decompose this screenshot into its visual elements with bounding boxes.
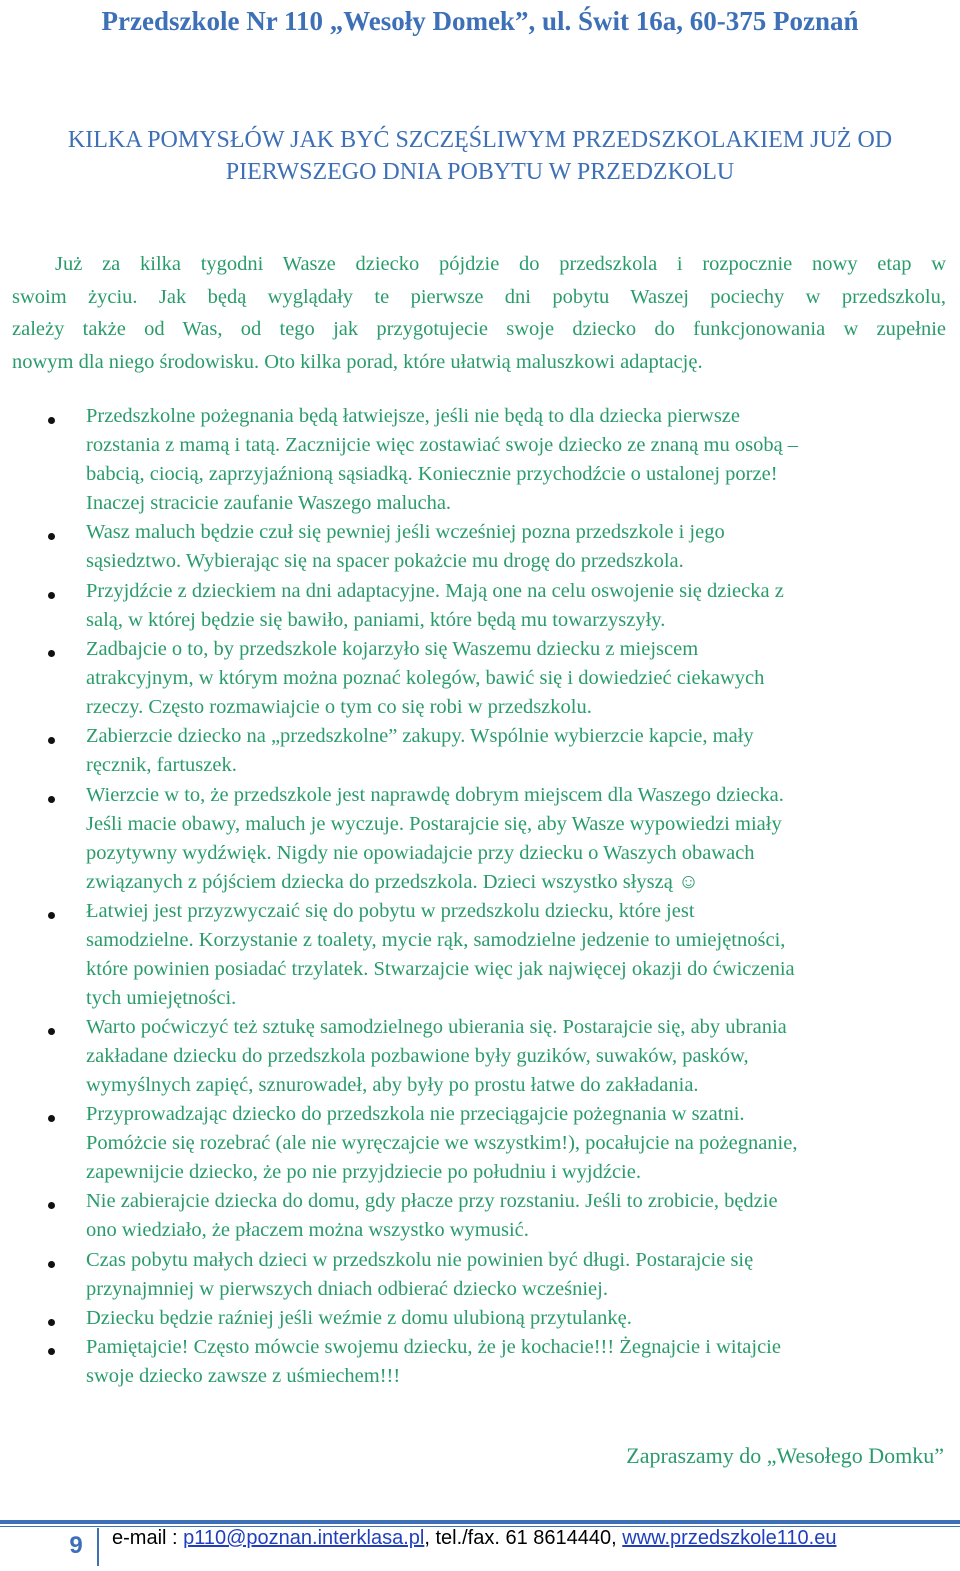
tip-line: Warto poćwiczyć też sztukę samodzielnego ubierania się. Postarajcie się, aby ubrania (86, 1016, 787, 1038)
tip-line: Łatwiej jest przyzwyczaić się do pobytu w przedszkolu dziecku, które jest (86, 900, 695, 922)
tip-text (86, 402, 948, 518)
tip-line: babcią, ciocią, zaprzyjaźnioną sąsiadką. Koniecznie przychodźcie o ustalonej porze! (86, 463, 778, 485)
school-header-title: Przedszkole Nr 110 „Wesoły Domek”, ul. Świt 16a, 60-375 Poznań (101, 6, 859, 36)
tip-line: związanych z pójściem dziecka do przedszkola. Dzieci wszystko słyszą ☺ (86, 871, 699, 893)
tip-line: rozstania z mamą i tatą. Zacznijcie więc zostawiać swoje dziecko ze znaną mu osobą – (86, 434, 799, 456)
intro-line: swoim życiu. Jak będą wyglądały te pierwsze dni pobytu Waszej pociechy w przedszkolu, (12, 285, 946, 308)
tip-text (86, 722, 948, 780)
email-link[interactable]: p110@poznan.interklasa.pl (183, 1527, 425, 1549)
tip-line: Przyjdźcie z dzieckiem na dni adaptacyjne. Mają one na celu oswojenie się dziecka z (86, 580, 784, 602)
bullet-icon (48, 1202, 55, 1209)
bullet-icon (48, 1348, 55, 1355)
tip-line: Pamiętajcie! Często mówcie swojemu dziecku, że je kochacie!!! Żegnajcie i witajcie (86, 1336, 781, 1358)
tip-line: pozytywny wydźwięk. Nigdy nie opowiadajcie przy dziecku o Waszych obawach (86, 842, 755, 864)
tip-line: Nie zabierajcie dziecka do domu, gdy płacze przy rozstaniu. Jeśli to zrobicie, będzie (86, 1190, 778, 1212)
tip-text (86, 518, 948, 576)
tip-text (86, 897, 948, 1013)
bullet-icon (48, 1319, 55, 1326)
bullet-icon (48, 737, 55, 744)
document-title-line: KILKA POMYSŁÓW JAK BYĆ SZCZĘŚLIWYM PRZEDSZKOLAKIEM JUŻ OD (67, 127, 893, 153)
tip-text (86, 1304, 948, 1333)
bullet-icon (48, 533, 55, 540)
tip-line: salą, w której będzie się bawiło, paniami, które będą mu towarzyszyły. (86, 609, 666, 631)
tip-text (86, 635, 948, 722)
tip-line: Przedszkolne pożegnania będą łatwiejsze, jeśli nie będą to dla dziecka pierwsze (86, 405, 741, 427)
tip-text (86, 1246, 948, 1304)
bullet-icon (48, 650, 55, 657)
tip-line: zapewnijcie dziecko, że po nie przyjdziecie po południu i wyjdźcie. (86, 1161, 641, 1183)
bullet-icon (48, 912, 55, 919)
website-link[interactable]: www.przedszkole110.eu (622, 1527, 837, 1549)
tip-line: Pomóżcie się rozebrać (ale nie wyręczajcie we wszystkim!), pocałujcie na pożegnanie, (86, 1132, 798, 1154)
intro-line: nowym dla niego środowisku. Oto kilka porad, które ułatwią maluszkowi adaptację. (12, 350, 703, 373)
tip-line: Dziecku będzie raźniej jeśli weźmie z domu ulubioną przytulankę. (86, 1307, 632, 1329)
bullet-icon (48, 1115, 55, 1122)
intro-paragraph (12, 248, 946, 378)
tip-line: ręcznik, fartuszek. (86, 754, 237, 776)
tip-line: sąsiedztwo. Wybierając się na spacer pokażcie mu drogę do przedszkola. (86, 550, 684, 572)
bullet-icon (48, 796, 55, 803)
tip-line: Wasz maluch będzie czuł się pewniej jeśli wcześniej pozna przedszkole i jego (86, 521, 725, 543)
intro-line: Już za kilka tygodni Wasze dziecko pójdzie do przedszkola i rozpocznie nowy etap w (55, 253, 946, 275)
tip-text (86, 1333, 948, 1391)
intro-line: zależy także od Was, od tego jak przygotujecie swoje dziecko do funkcjonowania w zupełnie (12, 318, 946, 340)
bullet-icon (48, 417, 55, 424)
tip-text (86, 1187, 948, 1245)
tip-line: Przyprowadzając dziecko do przedszkola nie przeciągajcie pożegnania w szatni. (86, 1103, 745, 1125)
tip-text (86, 577, 948, 635)
bullet-icon (48, 1028, 55, 1035)
footer-contact (112, 1526, 836, 1550)
tip-line: Zadbajcie o to, by przedszkole kojarzyło się Waszemu dziecku z miejscem (86, 638, 699, 660)
bullet-icon (48, 592, 55, 599)
tip-line: Czas pobytu małych dzieci w przedszkolu nie powinien być długi. Postarajcie się (86, 1249, 754, 1271)
footer-divider (0, 1520, 960, 1524)
tip-line: rzeczy. Często rozmawiajcie o tym co się robi w przedszkolu. (86, 696, 592, 718)
tip-line: samodzielne. Korzystanie z toalety, mycie rąk, samodzielne jedzenie to umiejętności, (86, 929, 786, 951)
document-title (0, 124, 960, 188)
page-number: 9 (69, 1532, 83, 1559)
tip-line: zakładane dziecku do przedszkola pozbawione były guzików, suwaków, pasków, (86, 1045, 749, 1067)
tip-line: Wierzcie w to, że przedszkole jest naprawdę dobrym miejscem dla Waszego dziecka. (86, 784, 784, 806)
phone-text: , tel./fax. 61 8614440, (424, 1527, 623, 1549)
closing-line: Zapraszamy do „Wesołego Domku” (626, 1443, 944, 1468)
email-label: e-mail : (112, 1527, 184, 1549)
tip-text (86, 1100, 948, 1187)
tip-line: ono wiedziało, że płaczem można wszystko wymusić. (86, 1219, 529, 1241)
tip-line: swoje dziecko zawsze z uśmiechem!!! (86, 1365, 401, 1387)
tip-line: Zabierzcie dziecko na „przedszkolne” zakupy. Wspólnie wybierzcie kapcie, mały (86, 725, 754, 747)
tip-line: wymyślnych zapięć, sznurowadeł, aby były po prostu łatwe do zakładania. (86, 1074, 699, 1096)
tip-line: Jeśli macie obawy, maluch je wyczuje. Postarajcie się, aby Wasze wypowiedzi miały (86, 813, 782, 835)
page-number-separator (97, 1528, 99, 1566)
tip-line: atrakcyjnym, w którym można poznać kolegów, bawić się i dowiedzieć ciekawych (86, 667, 765, 689)
tip-line: przynajmniej w pierwszych dniach odbierać dziecko wcześniej. (86, 1278, 608, 1300)
tip-line: Inaczej stracicie zaufanie Waszego malucha. (86, 492, 452, 514)
tip-text (86, 1013, 948, 1100)
bullet-icon (48, 1261, 55, 1268)
tip-line: które powinien posiadać trzylatek. Stwarzajcie więc jak najwięcej okazji do ćwiczenia (86, 958, 795, 980)
tip-text (86, 781, 948, 897)
tip-line: tych umiejętności. (86, 987, 237, 1009)
document-title-line: PIERWSZEGO DNIA POBYTU W PRZEDZKOLU (225, 159, 735, 185)
